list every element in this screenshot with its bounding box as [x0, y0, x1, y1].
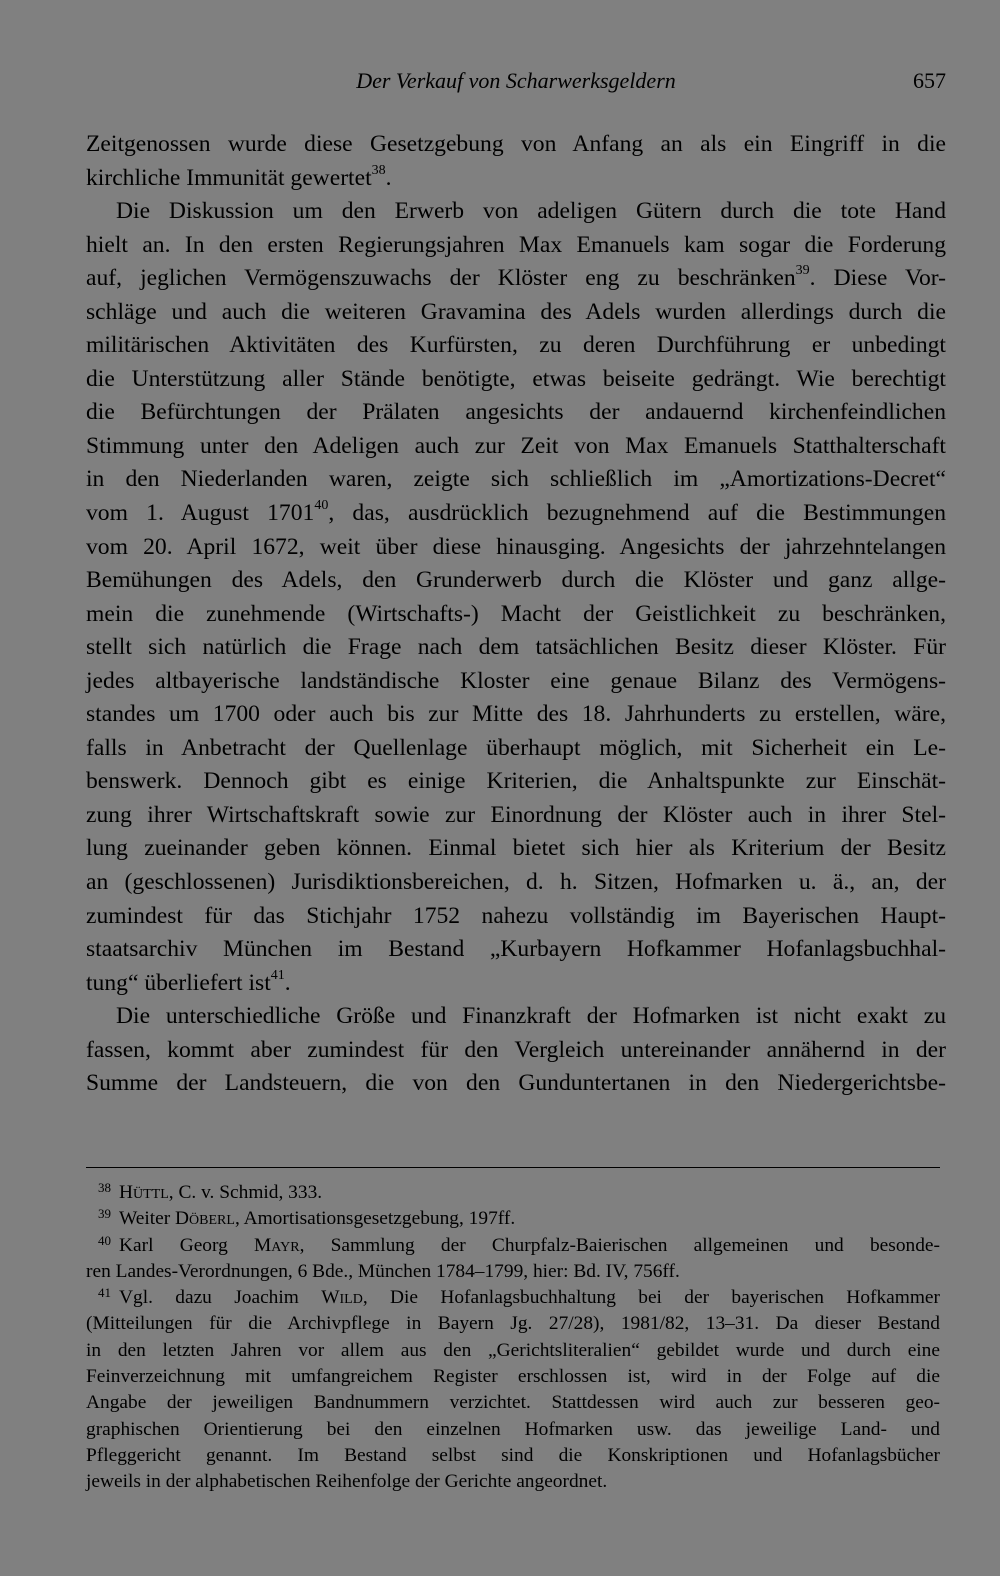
footnote-41: [86, 1285, 940, 1311]
line-text: lung zueinander geben können. Einmal bietet sich hier als Kriterium der Besitz: [86, 835, 946, 862]
line-text: , das, ausdrücklich bezugnehmend auf die Bestimmungen: [328, 500, 947, 527]
footnote-39: [86, 1206, 940, 1232]
text-line: [86, 564, 946, 598]
footnote-line: [86, 1259, 940, 1285]
text-line: [86, 531, 946, 565]
text-line: [86, 329, 946, 363]
text-line: [86, 665, 946, 699]
footnote-text: Vgl. dazu Joachim: [119, 1287, 322, 1309]
footnote-ref-41: 41: [270, 967, 285, 983]
line-text: benswerk. Dennoch gibt es einige Kriterien, die Anhaltspunkte zur Einschät-: [86, 768, 946, 795]
footnote-line: [86, 1311, 940, 1337]
footnote-text: Angabe der jeweiligen Bandnummern verzichtet. Stattdessen wird auch zur besseren geo-: [86, 1392, 940, 1414]
text-line: [86, 1067, 946, 1101]
line-text: die Unterstützung aller Stände benötigte, etwas beiseite gedrängt. Wie berechtigt: [86, 365, 946, 392]
text-line: [86, 229, 946, 263]
line-text: stellt sich natürlich die Frage nach dem tatsächlichen Besitz dieser Klöster. Für: [86, 634, 946, 661]
footnote-text: , Die Hofanlagsbuchhaltung bei der bayerischen Hofkammer: [362, 1287, 940, 1309]
page-header: [86, 64, 946, 100]
footnote-text: Pfleggericht genannt. Im Bestand selbst sind die Konskriptionen und Hofanlagsbücher: [86, 1444, 940, 1466]
footnote-38: [86, 1180, 940, 1206]
footnote-text: (Mitteilungen für die Archivpflege in Bayern Jg. 27/28), 1981/82, 13–31. Da dieser Bestand: [86, 1313, 940, 1335]
footnote-text: , Sammlung der Churpfalz-Baierischen allgemeinen und besonde-: [299, 1234, 940, 1256]
line-text: schläge und auch die weiteren Gravamina des Adels wurden allerdings durch die: [86, 298, 946, 325]
text-line: [86, 832, 946, 866]
text-line: [86, 900, 946, 934]
footnote-number: 40: [98, 1232, 111, 1248]
page-number: 657: [913, 68, 946, 93]
line-text: Stimmung unter den Adeligen auch zur Zeit von Max Emanuels Statthalterschaft: [86, 432, 946, 459]
footnote-line: [86, 1390, 940, 1416]
text-line: [86, 799, 946, 833]
footnote-author: Hüttl: [119, 1182, 169, 1203]
line-text: .: [284, 969, 291, 996]
footnote-author: Mayr: [254, 1234, 300, 1256]
line-text: Zeitgenossen wurde diese Gesetzgebung von Anfang an als ein Eingriff in die: [86, 131, 946, 157]
text-line: [86, 363, 946, 397]
line-text: Summe der Landsteuern, die von den Gunduntertanen in den Niedergerichtsbe-: [86, 1070, 946, 1097]
line-text: staatsarchiv München im Bestand „Kurbayern Hofkammer Hofanlagsbuchhal-: [86, 936, 946, 963]
footnote-text: , Amortisationsgesetzgebung, 197ff.: [234, 1208, 516, 1230]
footnote-ref-38: 38: [371, 162, 386, 178]
line-text: kirchliche Immunität gewertet: [86, 164, 372, 191]
text-line: [86, 128, 946, 162]
line-text: Bemühungen des Adels, den Grunderwerb durch die Klöster und ganz allge-: [86, 567, 946, 594]
line-text: vom 20. April 1672, weit über diese hinausging. Angesichts der jahrzehntelangen: [86, 533, 946, 560]
line-text: die Befürchtungen der Prälaten angesichts der andauernd kirchenfeindlichen: [86, 399, 946, 426]
line-text: tung“ überliefert ist: [86, 969, 271, 996]
footnote-text: Feinverzeichnung mit umfangreichem Register erschlossen ist, wird in der Folge auf die: [86, 1366, 940, 1388]
footnote-text: graphischen Orientierung bei den einzelnen Hofmarken usw. das jeweilige Land- und: [86, 1418, 940, 1440]
line-text: Die unterschiedliche Größe und Finanzkraft der Hofmarken ist nicht exakt zu: [116, 1003, 946, 1030]
line-text: . Diese Vor-: [809, 265, 946, 292]
text-line: [86, 262, 946, 296]
text-line: [86, 933, 946, 967]
footnote-line: [86, 1338, 940, 1364]
footnote-text: jeweils in der alphabetischen Reihenfolge der Gerichte angeordnet.: [86, 1471, 608, 1493]
line-text: Die Diskussion um den Erwerb von adeligen Gütern durch die tote Hand: [116, 198, 946, 225]
text-line: [86, 162, 946, 196]
footnote-author: Wild: [321, 1287, 363, 1309]
footnote-author: Döberl: [175, 1208, 235, 1230]
text-line: [86, 598, 946, 632]
footnote-text: Weiter: [119, 1208, 176, 1230]
footnote-text: in den letzten Jahren vor allem aus den „Gerichtsliteralien“ gebildet wurde und durch eine: [86, 1339, 940, 1361]
text-line: [86, 497, 946, 531]
text-line: [86, 296, 946, 330]
line-text: in den Niederlanden waren, zeigte sich schließlich im „Amortizations-Decret“: [86, 466, 946, 493]
footnote-number: 38: [98, 1180, 111, 1195]
text-line: [86, 967, 946, 1001]
text-line: [86, 396, 946, 430]
text-line: [86, 1034, 946, 1068]
text-line: [86, 732, 946, 766]
text-line: [86, 698, 946, 732]
line-text: standes um 1700 oder auch bis zur Mitte des 18. Jahrhunderts zu erstellen, wäre,: [86, 701, 946, 728]
line-text: vom 1. August 1701: [86, 500, 315, 527]
footnote-number: 39: [98, 1206, 111, 1222]
body-text: [86, 128, 946, 1101]
line-text: an (geschlossenen) Jurisdiktionsbereichen, d. h. Sitzen, Hofmarken u. ä., an, der: [86, 869, 946, 896]
running-title: Der Verkauf von Scharwerksgeldern: [356, 68, 676, 93]
footnote-text: ren Landes-Verordnungen, 6 Bde., München 1784–1799, hier: Bd. IV, 756ff.: [86, 1260, 680, 1282]
text-line: [86, 631, 946, 665]
line-text: zung ihrer Wirtschaftskraft sowie zur Einordnung der Klöster auch in ihrer Stel-: [86, 801, 946, 828]
line-text: falls in Anbetracht der Quellenlage überhaupt möglich, mit Sicherheit ein Le-: [86, 734, 946, 761]
line-text: militärischen Aktivitäten des Kurfürsten, zu deren Durchführung er unbedingt: [86, 332, 946, 359]
text-line: [86, 430, 946, 464]
text-line: [86, 195, 946, 229]
line-text: jedes altbayerische landständische Kloster eine genaue Bilanz des Vermögens-: [86, 667, 946, 694]
footnote-ref-40: 40: [314, 498, 329, 514]
line-text: mein die zunehmende (Wirtschafts-) Macht der Geistlichkeit zu beschränken,: [86, 600, 946, 627]
line-text: zumindest für das Stichjahr 1752 nahezu vollständig im Bayerischen Haupt-: [86, 902, 946, 929]
footnote-ref-39: 39: [795, 263, 810, 279]
text-line: [86, 1000, 946, 1034]
line-text: fassen, kommt aber zumindest für den Vergleich untereinander annähernd in der: [86, 1036, 946, 1063]
text-line: [86, 463, 946, 497]
line-text: hielt an. In den ersten Regierungsjahren Max Emanuels kam sogar die Forderung: [86, 231, 946, 258]
footnote-separator: [86, 1167, 940, 1168]
footnotes: [86, 1180, 940, 1496]
footnote-text: Karl Georg: [119, 1234, 255, 1256]
footnote-number: 41: [98, 1285, 111, 1301]
footnote-line: [86, 1417, 940, 1443]
footnote-text: , C. v. Schmid, 333.: [168, 1182, 323, 1203]
footnote-40: [86, 1233, 940, 1259]
footnote-line: [86, 1443, 940, 1469]
footnote-line: [86, 1364, 940, 1390]
line-text: auf, jeglichen Vermögenszuwachs der Klöster eng zu beschränken: [86, 265, 796, 292]
footnote-line: [86, 1469, 940, 1495]
line-text: .: [385, 164, 392, 191]
text-line: [86, 765, 946, 799]
text-line: [86, 866, 946, 900]
